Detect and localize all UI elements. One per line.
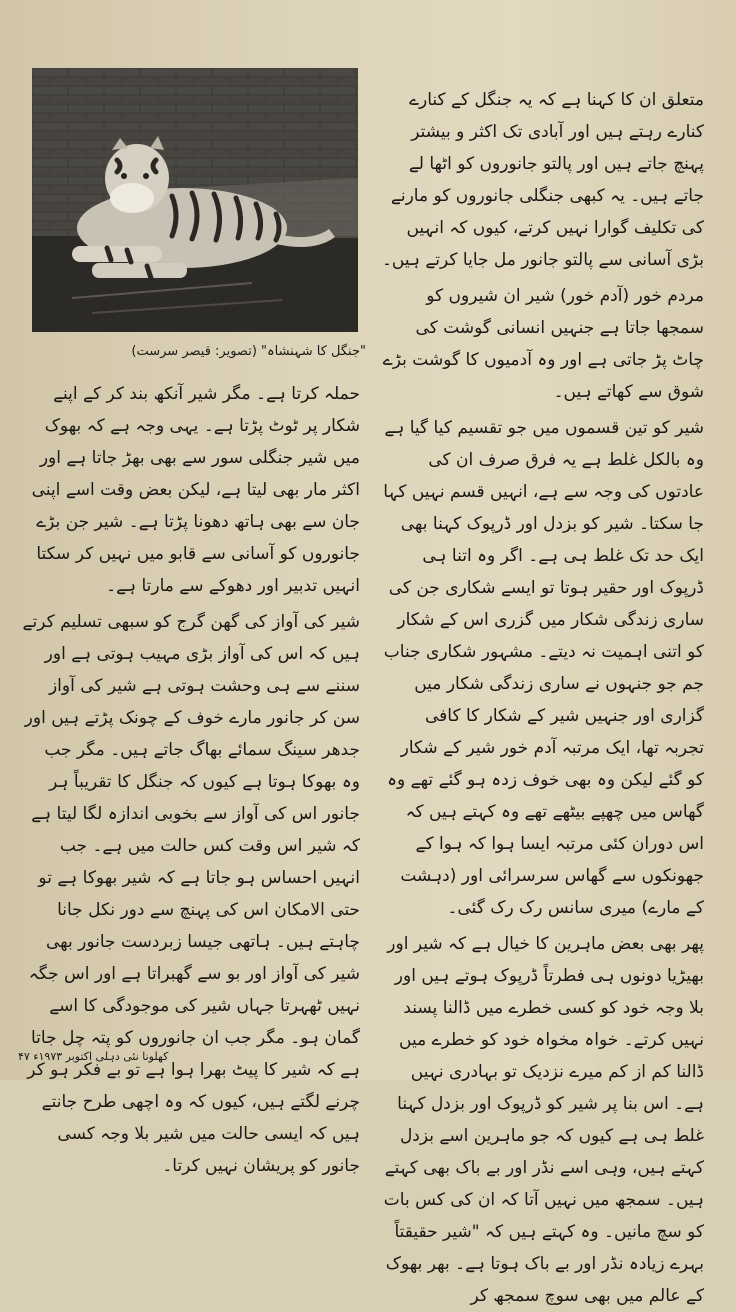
page-footer: کھلونا نئی دہلی اکتوبر ۱۹۷۳ء ۴۷	[18, 1050, 169, 1063]
right-column	[380, 84, 704, 1306]
paragraph: متعلق ان کا کہنا ہے کہ یہ جنگل کے کنارے کنارے رہتے ہیں اور آبادی تک اکثر و بیشتر پہنچ جاتے ہیں اور پالتو جانوروں کو اٹھا لے جاتے ہیں۔ یہ کبھی جنگلی جانوروں کو مارنے کی تکلیف گوارا نہیں کرتے، کیوں کہ انہیں بڑی آسانی سے پالتو جانور مل جایا کرتے ہیں۔	[381, 90, 704, 270]
tiger-photo	[32, 68, 358, 332]
paragraph: مردم خور (آدم خور) شیر ان شیروں کو سمجھا جاتا ہے جنہیں انسانی گوشت کی چاٹ پڑ جاتی ہے اور وہ آدمیوں کا گوشت بڑے شوق سے کھاتے ہیں۔	[382, 286, 704, 402]
paragraph: شیر کی آواز کی گھن گرج کو سبھی تسلیم کرتے ہیں کہ اس کی آواز بڑی مہیب ہوتی ہے اور سننے سے ہی وحشت ہوتی ہے شیر کی آواز سن کر جانور مارے خوف کے چونک پڑتے ہیں اور جدھر سینگ سمائے بھاگ جاتے ہیں۔ مگر جب وہ بھوکا ہوتا ہے کیوں کہ جنگل کا تقریباً ہر جانور اس کی آواز سے بخوبی اندازہ لگا لیتا ہے کہ شیر اس وقت کس حالت میں ہے۔ جب انہیں احساس ہو جاتا ہے کہ شیر بھوکا ہے تو حتی الامکان اس کی پہنچ سے دور نکل جانا چاہتے ہیں۔ ہاتھی جیسا زبردست جانور بھی شیر کی آواز اور بو سے گھبراتا ہے اور اس جگہ نہیں ٹھہرتا جہاں شیر کی موجودگی کا اسے گمان ہو۔ مگر جب ان جانوروں کو پتہ چل جاتا ہے کہ شیر کا پیٹ بھرا ہوا ہے تو بے فکر ہو کر چرنے لگتے ہیں، کیوں کہ وہ اچھی طرح جانتے ہیں کہ ایسی حالت میں شیر بلا وجہ کسی جانور کو پریشان نہیں کرتا۔	[22, 612, 360, 1176]
paragraph: پھر بھی بعض ماہرین کا خیال ہے کہ شیر اور بھیڑیا دونوں ہی فطرتاً ڈرپوک ہوتے ہیں اور بلا وجہ خود کو کسی خطرے میں ڈالنا پسند نہیں کرتے۔ خواہ مخواہ خود کو خطرے میں ڈالنا کم از کم میرے نزدیک تو بہادری نہیں ہے۔ اس بنا پر شیر کو ڈرپوک اور بزدل کہنا غلط ہی ہے کیوں کہ جو ماہرین اسے بزدل کہتے ہیں، وہی اسے نڈر اور بے باک بھی کہتے ہیں۔ سمجھ میں نہیں آتا کہ ان کی کس بات کو سچ مانیں۔ وہ کہتے ہیں کہ "شیر حقیقتاً بہرے زیادہ نڈر اور بے باک ہوتا ہے۔ بھر بھوک کے عالم میں بھی سوچ سمجھ کر	[383, 934, 704, 1306]
tiger-image	[32, 68, 358, 332]
paragraph: حملہ کرتا ہے۔ مگر شیر آنکھ بند کر کے اپنے شکار پر ٹوٹ پڑتا ہے۔ یہی وجہ ہے کہ بھوک میں شیر جنگلی سور سے بھی بھڑ جاتا ہے اور اکثر مار بھی لیتا ہے، لیکن بعض وقت اسے اپنی جان سے بھی ہاتھ دھونا پڑتا ہے۔ شیر جن بڑے جانوروں کو آسانی سے قابو میں نہیں کر سکتا انہیں تدبیر اور دھوکے سے مارتا ہے۔	[31, 384, 360, 596]
paragraph: شیر کو تین قسموں میں جو تقسیم کیا گیا ہے وہ بالکل غلط ہے یہ فرق صرف ان کی عادتوں کی وجہ سے ہے، انہیں قسم نہیں کہا جا سکتا۔ شیر کو بزدل اور ڈرپوک کہنا بھی ایک حد تک غلط ہی ہے۔ اگر وہ اتنا ہی ڈرپوک اور حقیر ہوتا تو ایسے شکاری جن کی ساری زندگی شکار میں گزری اس کے شکار کو اتنی اہمیت نہ دیتے۔ مشہور شکاری جناب جم جو جنہوں نے ساری زندگی شکار میں گزاری اور جنہیں شیر کے شکار کا کافی تجربہ تھا، ایک مرتبہ آدم خور شیر کے شکار کو گئے لیکن وہ بھی خوف زدہ ہو گئے تھے وہ گھاس میں چھپے بیٹھے تھے وہ کہتے ہیں کہ اس دوران کئی مرتبہ ایسا ہوا کہ ہوا کے جھونکوں سے گھاس سرسرائی اور (دہشت کے مارے) میری سانس رک رک گئی۔	[383, 418, 704, 918]
photo-caption: "جنگل کا شہنشاہ" (تصویر: قیصر سرست)	[131, 344, 366, 359]
